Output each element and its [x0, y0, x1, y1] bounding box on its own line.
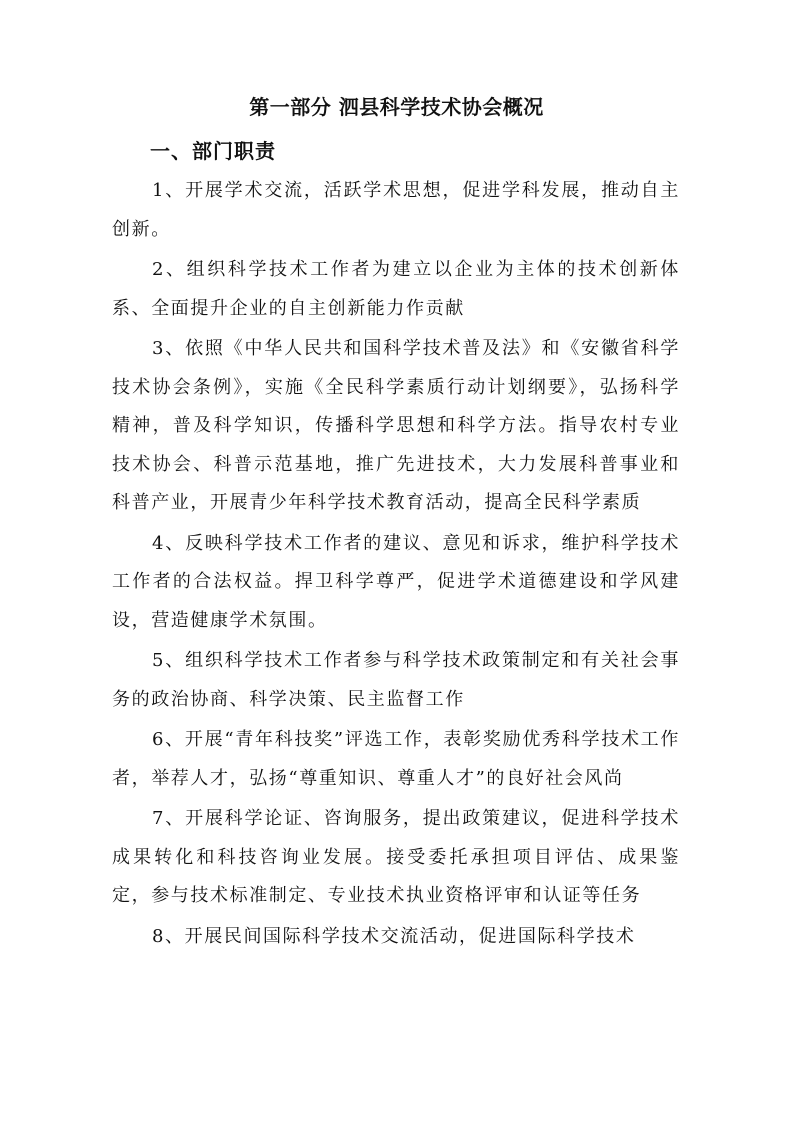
paragraph-1: 1、开展学术交流，活跃学术思想，促进学科发展，推动自主创新。: [112, 180, 680, 240]
section-heading: 一、部门职责: [150, 139, 276, 163]
document-body: [112, 172, 680, 958]
paragraph-8: 8、开展民间国际科学技术交流活动，促进国际科学技术: [152, 925, 636, 947]
paragraph-5: 5、组织科学技术工作者参与科学技术政策制定和有关社会事务的政治协商、科学决策、民主监督工作: [112, 650, 680, 710]
paragraph-7: 7、开展科学论证、咨询服务，提出政策建议，促进科学技术成果转化和科技咨询业发展。接受委托承担项目评估、成果鉴定，参与技术标准制定、专业技术执业资格评审和认证等任务: [112, 808, 680, 906]
page-title: 第一部分 泗县科学技术协会概况: [249, 95, 544, 119]
paragraph-3: 3、依照《中华人民共和国科学技术普及法》和《安徽省科学技术协会条例》，实施《全民科学素质行动计划纲要》，弘扬科学精神，普及科学知识，传播科学思想和科学方法。指导农村专业技术协会、科普示范基地，推广先进技术，大力发展科普事业和科普产业，开展青少年科学技术教育活动，提高全民科学素质: [112, 338, 680, 513]
paragraph-4: 4、反映科学技术工作者的建议、意见和诉求，维护科学技术工作者的合法权益。捍卫科学尊严，促进学术道德建设和学风建设，营造健康学术氛围。: [112, 532, 680, 631]
paragraph-6: 6、开展“青年科技奖”评选工作，表彰奖励优秀科学技术工作者，举荐人才，弘扬“尊重知识、尊重人才”的良好社会风尚: [112, 729, 680, 789]
paragraph-2: 2、组织科学技术工作者为建立以企业为主体的技术创新体系、全面提升企业的自主创新能力作贡献: [112, 259, 680, 319]
